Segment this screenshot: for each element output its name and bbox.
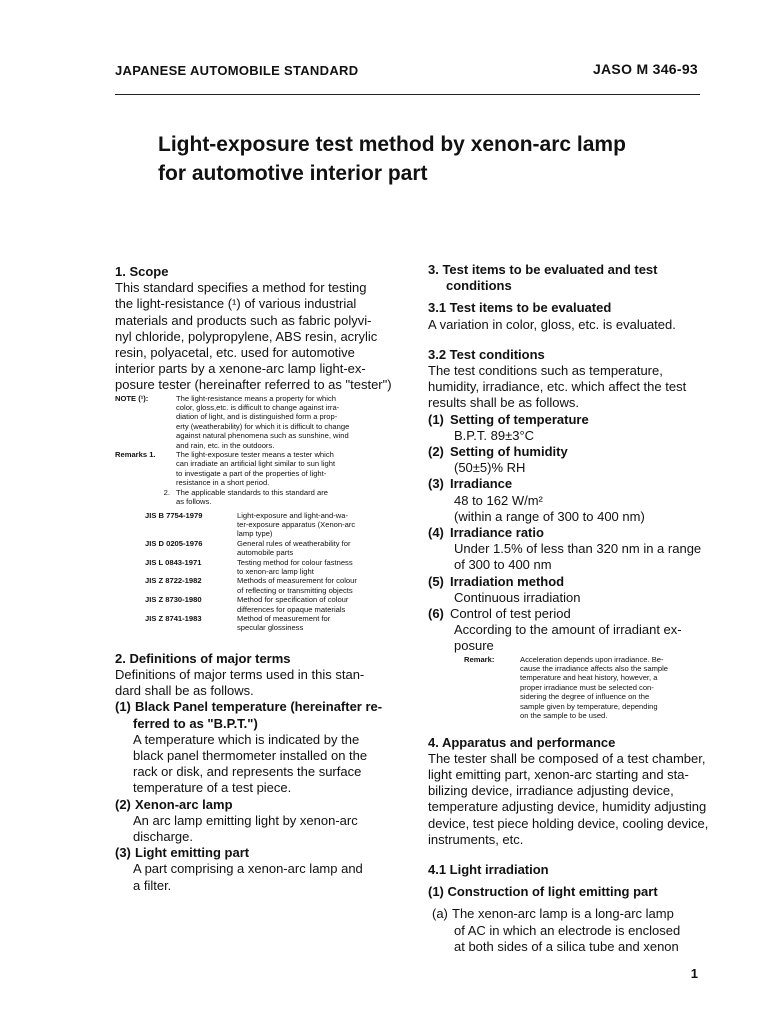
standard-desc-line: Testing method for colour fastness <box>237 557 353 567</box>
standard-desc-line: Method for specification of colour <box>237 595 349 605</box>
note-label: NOTE (¹): <box>115 393 149 403</box>
standard-desc <box>237 576 357 595</box>
standard-entry <box>115 539 387 558</box>
note-line: and rain, etc. in the outdoors. <box>176 440 275 450</box>
definitions-intro-line: Definitions of major terms used in this stan- <box>115 666 365 682</box>
condition-number: (3) <box>428 476 444 492</box>
standard-entry <box>115 576 387 595</box>
subsection-4-1-item-a <box>428 906 703 955</box>
definition-desc: A temperature which is indicated by the <box>133 731 360 747</box>
standard-code: JIS B 7754-1979 <box>145 510 203 520</box>
section-heading-test-items: 3. Test items to be evaluated and test <box>428 262 658 277</box>
standard-desc-line: of reflecting or transmitting objects <box>237 585 353 595</box>
scope-line: posure tester (hereinafter referred to as "tester") <box>115 377 392 393</box>
standard-desc-line: General rules of weatherability for <box>237 538 351 548</box>
remarks-label: Remarks 1. <box>115 450 156 460</box>
standard-desc-line: specular glossiness <box>237 623 304 633</box>
scope-line: nyl chloride, polypropylene, ABS resin, acrylic <box>115 328 378 344</box>
note-line: diation of light, and is distinguished form a prop- <box>176 412 338 422</box>
standard-desc <box>237 558 353 577</box>
subsection-heading-3-1: 3.1 Test items to be evaluated <box>428 300 612 316</box>
definition-number: (1) <box>115 699 131 715</box>
standard-desc-line: automobile parts <box>237 548 294 558</box>
title-line-1: Light-exposure test method by xenon-arc lamp <box>158 133 626 156</box>
remark-line: Acceleration depends upon irradiance. Be- <box>520 654 664 664</box>
remarks-line: as follows. <box>176 497 212 507</box>
remarks-2-text <box>176 488 328 507</box>
condition-value: 48 to 162 W/m² <box>454 492 543 508</box>
definition-desc: A part comprising a xenon-arc lamp and <box>133 861 363 877</box>
note-line: color, gloss,etc. is difficult to change against irra- <box>176 403 340 413</box>
standard-desc <box>237 614 330 633</box>
subsection-3-1-body: A variation in color, gloss, etc. is evaluated. <box>428 316 676 332</box>
test-period-remark <box>428 655 703 721</box>
condition-number: (4) <box>428 525 444 541</box>
condition-value: Continuous irradiation <box>454 589 581 605</box>
standard-desc-line: Light-exposure and light-and-wa- <box>237 510 349 520</box>
apparatus-line: temperature adjusting device, humidity adjusting <box>428 799 707 815</box>
subsection-3-2-body: The test conditions such as temperature, <box>428 363 663 379</box>
definition-number: (2) <box>115 796 131 812</box>
apparatus-line: device, test piece holding device, cooling device, <box>428 815 709 831</box>
definition-term: Light emitting part <box>135 845 250 861</box>
definition-desc: temperature of a test piece. <box>133 780 292 796</box>
header-standard-name: JAPANESE AUTOMOBILE STANDARD <box>115 63 359 78</box>
scope-note <box>115 394 387 450</box>
header-rule <box>115 94 700 95</box>
subsection-heading-4-1: 4.1 Light irradiation <box>428 861 549 877</box>
remark-line: temperature and heat history, however, a <box>520 673 658 683</box>
condition-value: B.P.T. 89±3°C <box>454 427 535 443</box>
subsection-heading-3-2: 3.2 Test conditions <box>428 346 545 362</box>
condition-term: Setting of humidity <box>450 444 568 460</box>
condition-term: Irradiance <box>450 476 513 492</box>
standard-desc-line: to xenon-arc lamp light <box>237 566 314 576</box>
note-line: against natural phenomena such as sunshine, wind <box>176 431 349 441</box>
condition-number: (2) <box>428 444 444 460</box>
condition-item <box>428 606 703 655</box>
standard-desc <box>237 539 351 558</box>
standard-code: JIS Z 8722-1982 <box>145 576 202 586</box>
item-a-label: (a) <box>432 906 448 922</box>
standard-entry <box>115 511 387 539</box>
scope-body <box>115 280 392 393</box>
standard-code: JIS Z 8741-1983 <box>145 613 202 623</box>
apparatus-line: The tester shall be composed of a test chamber, <box>428 750 706 766</box>
scope-line: resin, polyacetal, etc. used for automotive <box>115 345 355 361</box>
definition-desc: An arc lamp emitting light by xenon-arc <box>133 812 358 828</box>
definition-desc: discharge. <box>133 829 193 845</box>
item-a-line: of AC in which an electrode is enclosed <box>454 922 681 938</box>
apparatus-line: bilizing device, irradiance adjusting device, <box>428 783 674 799</box>
condition-value: of 300 to 400 nm <box>454 557 552 573</box>
scope-line: interior parts by a xenone-arc lamp light-ex- <box>115 361 366 377</box>
definition-term: Xenon-arc lamp <box>135 796 233 812</box>
remark-label: Remark: <box>464 654 495 664</box>
standard-desc-line: ter-exposure apparatus (Xenon-arc <box>237 519 356 529</box>
document-title <box>158 130 718 188</box>
standard-desc-line: Method of measurement for <box>237 613 331 623</box>
remark-line: proper irradiance must be selected con- <box>520 682 654 692</box>
section-heading-definitions: 2. Definitions of major terms <box>115 650 291 666</box>
definition-item <box>115 797 387 846</box>
section-heading-apparatus: 4. Apparatus and performance <box>428 734 616 750</box>
condition-term: Setting of temperature <box>450 411 589 427</box>
left-column <box>115 264 392 894</box>
applicable-standards-list <box>115 511 387 633</box>
condition-value: (50±5)% RH <box>454 460 526 476</box>
title-line-2: for automotive interior part <box>158 162 428 185</box>
section-heading-scope: 1. Scope <box>115 264 169 279</box>
remarks-line: The applicable standards to this standard are <box>176 487 328 497</box>
definition-desc: rack or disk, and represents the surface <box>133 764 362 780</box>
page-number: 1 <box>690 966 698 981</box>
condition-item <box>428 525 703 574</box>
remarks-line: The light-exposure tester means a tester which <box>176 450 334 460</box>
condition-term: Irradiance ratio <box>450 525 544 541</box>
definition-item <box>115 699 387 796</box>
remark-line: sidering the degree of influence on the <box>520 692 650 702</box>
standard-code: JIS L 0843-1971 <box>145 557 202 567</box>
condition-item <box>428 574 703 606</box>
subsection-3-2-body: humidity, irradiance, etc. which affect the test <box>428 379 687 395</box>
scope-line: materials and products such as fabric polyvi- <box>115 312 372 328</box>
condition-number: (5) <box>428 573 444 589</box>
item-a-line: at both sides of a silica tube and xenon <box>454 938 679 954</box>
remarks-1 <box>115 450 387 488</box>
standard-desc <box>237 511 355 539</box>
standard-code: JIS Z 8730-1980 <box>145 595 202 605</box>
condition-value: (within a range of 300 to 400 nm) <box>454 508 645 524</box>
standard-desc-line: Methods of measurement for colour <box>237 576 357 586</box>
apparatus-line: instruments, etc. <box>428 831 524 847</box>
standard-entry <box>115 595 387 614</box>
section-heading-test-items-cont: conditions <box>446 278 512 294</box>
condition-item <box>428 444 703 476</box>
condition-item <box>428 412 703 444</box>
remark-line: cause the irradiance affects also the sample <box>520 664 669 674</box>
condition-number: (1) <box>428 411 444 427</box>
subsection-3-2-body: results shall be as follows. <box>428 395 580 411</box>
standard-code: JIS D 0205-1976 <box>145 538 203 548</box>
remarks-2 <box>115 488 387 507</box>
standard-desc-line: differences for opaque materials <box>237 604 346 614</box>
condition-value: According to the amount of irradiant ex- <box>454 622 682 638</box>
remarks-line: to investigate a part of the properties of light- <box>176 468 327 478</box>
remarks-line: resistance in a short period. <box>176 478 270 488</box>
definitions-intro-line: dard shall be as follows. <box>115 683 254 699</box>
header-standard-number: JASO M 346-93 <box>592 61 698 77</box>
subsection-4-1-item-1: (1) Construction of light emitting part <box>428 884 658 900</box>
scope-line: This standard specifies a method for testing <box>115 280 367 296</box>
definition-desc: a filter. <box>133 877 172 893</box>
remark-line: sample given by temperature, depending <box>520 701 658 711</box>
definition-term: Black Panel temperature (hereinafter re- <box>135 699 383 715</box>
right-column <box>428 262 709 955</box>
remarks-line: can irradiate an artificial light similar to sun light <box>176 459 336 469</box>
definition-desc: black panel thermometer installed on the <box>133 748 368 763</box>
definition-number: (3) <box>115 845 131 861</box>
remarks-1-text <box>176 450 335 488</box>
standard-entry <box>115 558 387 577</box>
remarks-2-label: 2. <box>163 487 170 497</box>
condition-item <box>428 476 703 525</box>
definition-term: ferred to as "B.P.T.") <box>133 715 258 731</box>
condition-value: posure <box>454 638 494 654</box>
remark-text <box>520 655 668 721</box>
apparatus-body <box>428 750 709 848</box>
definition-item <box>115 845 387 894</box>
note-text <box>176 394 349 450</box>
condition-number: (6) <box>428 606 444 622</box>
scope-line: the light-resistance (¹) of various industrial <box>115 296 357 312</box>
note-line: erty (weatherability) for which it is difficult to change <box>176 421 350 431</box>
standard-desc <box>237 595 348 614</box>
condition-term: Control of test period <box>450 606 571 622</box>
condition-value: Under 1.5% of less than 320 nm in a range <box>454 541 702 557</box>
condition-term: Irradiation method <box>450 573 565 589</box>
item-a-line: The xenon-arc lamp is a long-arc lamp <box>452 906 674 922</box>
apparatus-line: light emitting part, xenon-arc starting and sta- <box>428 766 689 782</box>
standard-entry <box>115 614 387 633</box>
note-line: The light-resistance means a property for which <box>176 393 336 403</box>
standard-desc-line: lamp type) <box>237 529 273 539</box>
remark-line: on the sample to be used. <box>520 711 608 721</box>
